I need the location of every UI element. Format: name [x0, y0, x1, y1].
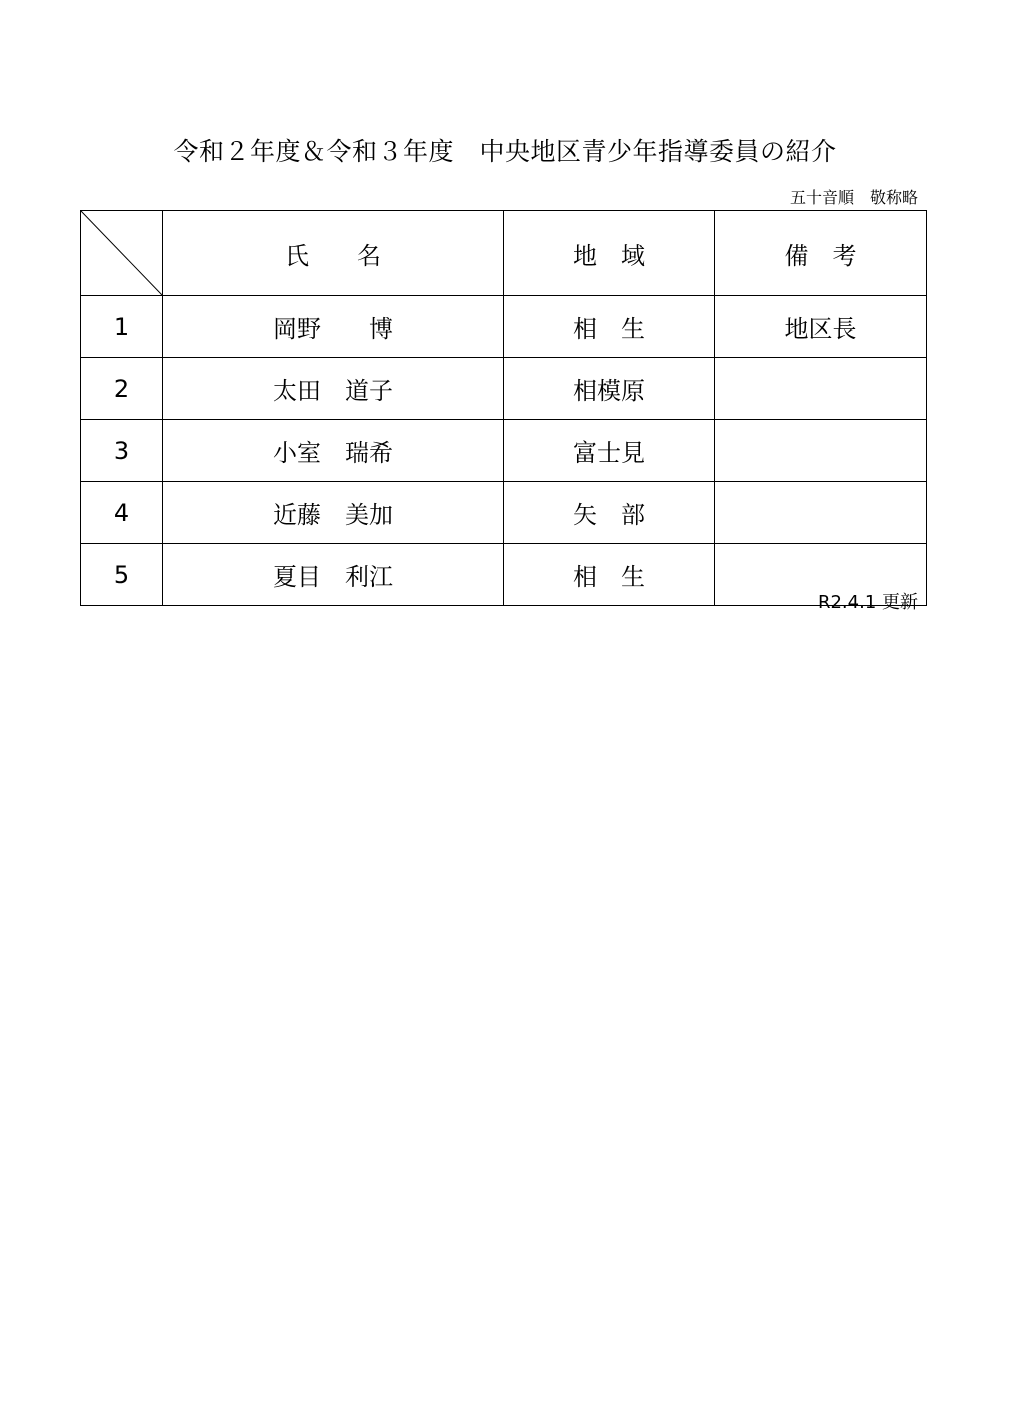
member-remarks	[715, 482, 927, 544]
row-number: 1	[81, 296, 163, 358]
header-name: 氏 名	[163, 211, 504, 296]
member-remarks	[715, 358, 927, 420]
member-name: 近藤 美加	[163, 482, 504, 544]
member-remarks: 地区長	[715, 296, 927, 358]
table-header-row	[81, 211, 927, 296]
table-row	[81, 296, 927, 358]
header-area: 地 域	[504, 211, 715, 296]
member-table	[80, 210, 927, 606]
table-row	[81, 420, 927, 482]
member-area: 相 生	[504, 296, 715, 358]
row-number: 2	[81, 358, 163, 420]
member-name: 太田 道子	[163, 358, 504, 420]
corner-cell	[81, 211, 163, 296]
table-row	[81, 482, 927, 544]
table-row	[81, 358, 927, 420]
member-remarks	[715, 420, 927, 482]
row-number: 3	[81, 420, 163, 482]
diagonal-line	[81, 211, 162, 295]
row-number: 5	[81, 544, 163, 606]
sort-note: 五十音順 敬称略	[789, 188, 918, 207]
table-row	[81, 544, 927, 606]
header-remarks: 備 考	[715, 211, 927, 296]
member-area: 富士見	[504, 420, 715, 482]
page-title: 令和２年度＆令和３年度 中央地区青少年指導委員の紹介	[173, 137, 837, 166]
member-area: 相模原	[504, 358, 715, 420]
row-number: 4	[81, 482, 163, 544]
member-area: 相 生	[504, 544, 715, 606]
member-area: 矢 部	[504, 482, 715, 544]
updated-date: R2.4.1 更新	[817, 592, 918, 613]
member-name: 夏目 利江	[163, 544, 504, 606]
member-name: 岡野 博	[163, 296, 504, 358]
member-name: 小室 瑞希	[163, 420, 504, 482]
